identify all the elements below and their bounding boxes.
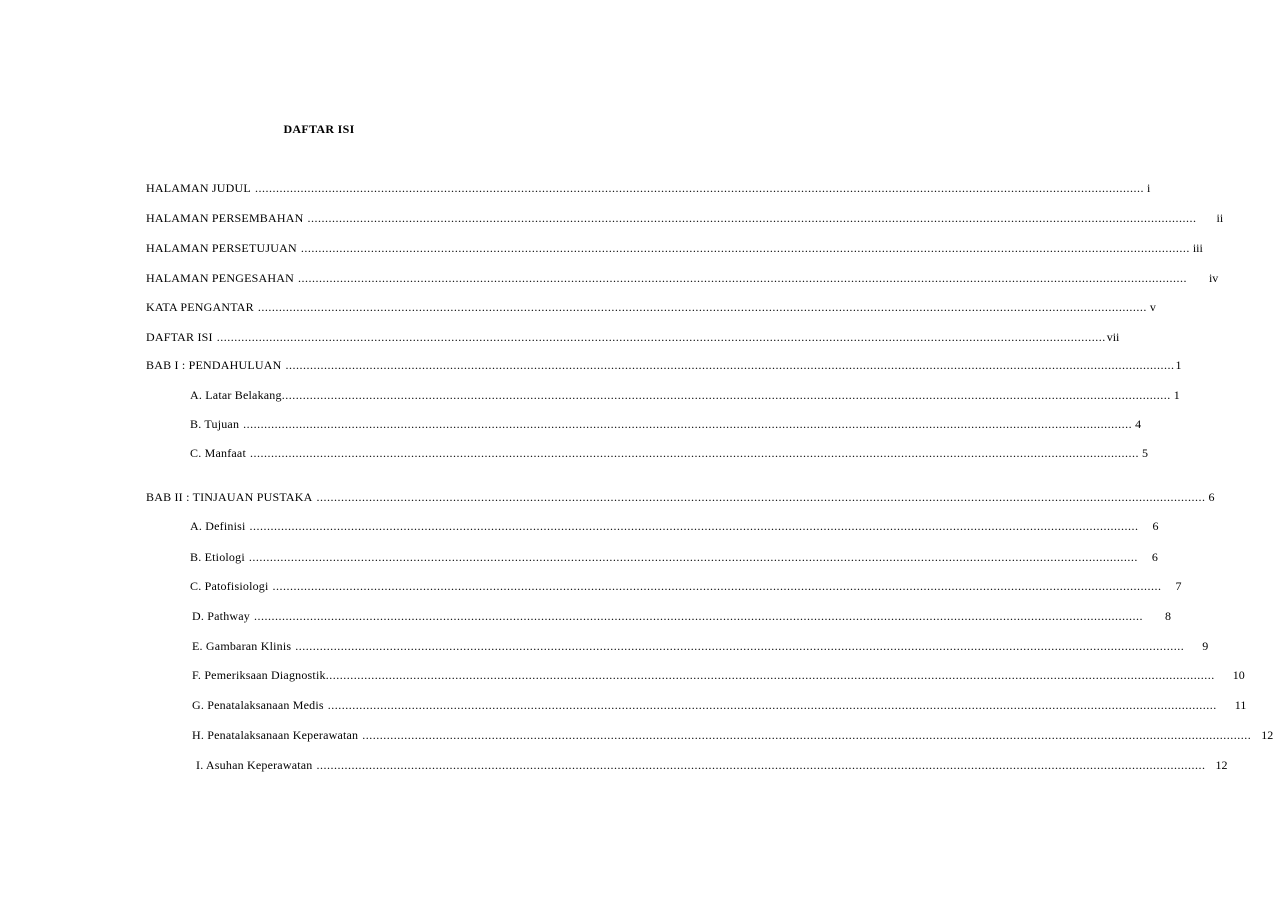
toc-entry-label: BAB II : TINJAUAN PUSTAKA bbox=[146, 490, 313, 504]
toc-entry bbox=[190, 416, 1142, 432]
toc-entry-label: HALAMAN PENGESAHAN bbox=[146, 271, 294, 285]
toc-page-number: 1 bbox=[1175, 358, 1182, 372]
toc-entry-label: BAB I : PENDAHULUAN bbox=[146, 358, 282, 372]
toc-entry bbox=[196, 757, 1228, 773]
toc-page-number: 5 bbox=[1141, 446, 1148, 460]
toc-entry-label: I. Asuhan Keperawatan bbox=[196, 758, 313, 772]
toc-dot-leader: .............................................................................................................................................................................................................................................................. bbox=[272, 579, 1162, 593]
toc-page-number: 6 bbox=[1208, 490, 1215, 504]
toc-entry bbox=[192, 697, 1247, 713]
toc-entry bbox=[146, 357, 1182, 373]
toc-entry bbox=[190, 387, 1180, 403]
toc-entry-label: DAFTAR ISI bbox=[146, 330, 213, 344]
toc-page-number: 12 bbox=[1261, 728, 1273, 742]
document-title: DAFTAR ISI bbox=[283, 122, 355, 136]
toc-dot-leader: .............................................................................................................................................................................................................................................................. bbox=[248, 550, 1138, 564]
toc-dot-leader: .............................................................................................................................................................................................................................................................. bbox=[216, 330, 1106, 344]
toc-entry-label: C. Patofisiologi bbox=[190, 579, 269, 593]
toc-dot-leader: .............................................................................................................................................................................................................................................................. bbox=[327, 698, 1217, 712]
toc-entry bbox=[146, 210, 1224, 226]
toc-dot-leader: .............................................................................................................................................................................................................................................................. bbox=[243, 417, 1133, 431]
toc-page-number: ii bbox=[1216, 211, 1224, 225]
toc-entry bbox=[192, 667, 1245, 683]
toc-dot-leader: .............................................................................................................................................................................................................................................................. bbox=[285, 358, 1175, 372]
toc-page-number: 12 bbox=[1215, 758, 1228, 772]
toc-entry-label: B. Etiologi bbox=[190, 550, 245, 564]
toc-entry-label: E. Gambaran Klinis bbox=[192, 639, 292, 653]
toc-entry bbox=[146, 240, 1203, 256]
toc-entry bbox=[192, 638, 1209, 654]
toc-entry bbox=[190, 578, 1182, 594]
toc-page-number: 4 bbox=[1135, 417, 1142, 431]
toc-dot-leader: .............................................................................................................................................................................................................................................................. bbox=[316, 758, 1206, 772]
toc-page-number: v bbox=[1149, 300, 1156, 314]
toc-entry bbox=[146, 270, 1219, 286]
toc-page-number: 9 bbox=[1202, 639, 1209, 653]
toc-entry-label: F. Pemeriksaan Diagnostik bbox=[192, 668, 326, 682]
toc-dot-leader: .............................................................................................................................................................................................................................................................. bbox=[254, 181, 1144, 195]
toc-dot-leader: .............................................................................................................................................................................................................................................................. bbox=[295, 639, 1185, 653]
toc-dot-leader: .............................................................................................................................................................................................................................................................. bbox=[257, 300, 1147, 314]
toc-entry bbox=[190, 445, 1148, 461]
toc-dot-leader: .............................................................................................................................................................................................................................................................. bbox=[249, 519, 1139, 533]
toc-dot-leader: .............................................................................................................................................................................................................................................................. bbox=[297, 271, 1187, 285]
toc-page-number: 10 bbox=[1232, 668, 1245, 682]
toc-entry bbox=[146, 489, 1215, 505]
toc-page-number: 8 bbox=[1165, 609, 1171, 623]
toc-page-number: vii bbox=[1106, 330, 1120, 344]
toc-entry bbox=[192, 608, 1171, 624]
toc-page-number: 6 bbox=[1151, 550, 1158, 564]
toc-dot-leader: .............................................................................................................................................................................................................................................................. bbox=[307, 211, 1197, 225]
toc-dot-leader: .............................................................................................................................................................................................................................................................. bbox=[254, 609, 1143, 623]
toc-entry-label: B. Tujuan bbox=[190, 417, 240, 431]
toc-entry-label: H. Penatalaksanaan Keperawatan bbox=[192, 728, 359, 742]
toc-page-number: i bbox=[1146, 181, 1151, 195]
toc-page-number: 1 bbox=[1173, 388, 1180, 402]
toc-entry-label: C. Manfaat bbox=[190, 446, 246, 460]
toc-entry-label: KATA PENGANTAR bbox=[146, 300, 254, 314]
toc-dot-leader: .............................................................................................................................................................................................................................................................. bbox=[325, 668, 1215, 682]
toc-entry-label: A. Definisi bbox=[190, 519, 246, 533]
toc-entry-label: A. Latar Belakang bbox=[190, 388, 282, 402]
toc-dot-leader: .............................................................................................................................................................................................................................................................. bbox=[300, 241, 1190, 255]
toc-entry-label: HALAMAN PERSEMBAHAN bbox=[146, 211, 304, 225]
toc-entry-label: HALAMAN JUDUL bbox=[146, 181, 251, 195]
toc-page-number: 11 bbox=[1234, 698, 1247, 712]
toc-page-number: 6 bbox=[1152, 519, 1159, 533]
toc-page-number: iv bbox=[1208, 271, 1219, 285]
toc-dot-leader: .............................................................................................................................................................................................................................................................. bbox=[249, 446, 1139, 460]
toc-entry bbox=[190, 518, 1159, 534]
toc-dot-leader: .............................................................................................................................................................................................................................................................. bbox=[316, 490, 1206, 504]
toc-page-number: iii bbox=[1192, 241, 1203, 255]
toc-entry-label: D. Pathway bbox=[192, 609, 250, 623]
toc-page-number: 7 bbox=[1175, 579, 1182, 593]
toc-entry bbox=[146, 180, 1151, 196]
toc-entry bbox=[190, 549, 1158, 565]
toc-entry bbox=[146, 329, 1120, 345]
toc-entry-label: HALAMAN PERSETUJUAN bbox=[146, 241, 297, 255]
toc-entry-label: G. Penatalaksanaan Medis bbox=[192, 698, 324, 712]
toc-dot-leader: .............................................................................................................................................................................................................................................................. bbox=[362, 728, 1252, 742]
toc-entry bbox=[146, 299, 1156, 315]
toc-dot-leader: .............................................................................................................................................................................................................................................................. bbox=[281, 388, 1171, 402]
toc-entry bbox=[192, 727, 1273, 743]
